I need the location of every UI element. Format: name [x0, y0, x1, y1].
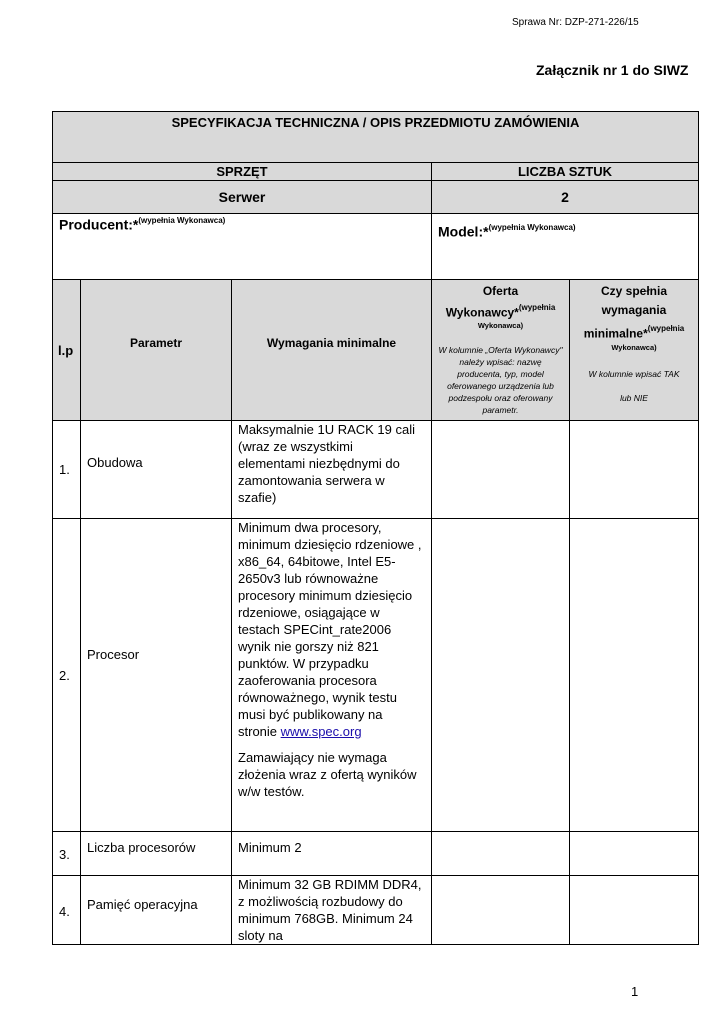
row-2-offer-cell[interactable]	[431, 518, 570, 832]
meets-sup-2: Wykonawca)	[611, 343, 657, 353]
lp-header-cell	[52, 279, 81, 421]
row-1-meets-cell[interactable]	[569, 420, 699, 519]
row-2-req-cell	[231, 518, 432, 832]
row-2-req-2: Zamawiający nie wymaga złożenia wraz z ofertą wyników w/w testów.	[238, 750, 417, 799]
model-label: Model:*	[438, 223, 489, 240]
producer-note: (wypełnia Wykonawca)	[138, 216, 226, 225]
quantity-header-cell	[431, 162, 699, 181]
row-4-meets-cell[interactable]	[569, 875, 699, 945]
row-4-lp-cell	[52, 875, 81, 945]
row-2-lp: 2.	[59, 668, 70, 683]
equipment-header-cell	[52, 162, 432, 181]
equipment-cell	[52, 180, 432, 214]
offer-sup-2: Wykonawca)	[477, 321, 524, 331]
quantity-header: LICZBA SZTUK	[517, 164, 613, 179]
row-3-lp-cell	[52, 831, 81, 876]
page-number: 1	[631, 984, 639, 999]
model-cell[interactable]	[431, 213, 699, 280]
row-1-lp-cell	[52, 420, 81, 519]
meets-sup: (wypełnia	[647, 324, 685, 333]
offer-note: W kolumnie „Oferta Wykonawcy" należy wpisać: nazwę producenta, typ, model oferowanego urządzenia lub podzespołu oraz oferowany parametr.	[438, 345, 563, 416]
spec-title-cell	[52, 111, 699, 163]
row-4-offer-cell[interactable]	[431, 875, 570, 945]
row-3-param: Liczba procesorów	[87, 840, 196, 855]
row-2-param-cell	[80, 518, 232, 832]
row-3-offer-cell[interactable]	[431, 831, 570, 876]
row-1-lp: 1.	[59, 462, 70, 477]
model-note: (wypełnia Wykonawca)	[488, 223, 576, 232]
row-2-req: Minimum dwa procesory, minimum dziesięcio rdzeniowe , x86_64, 64bitowe, Intel E5-2650v3 lub równoważne procesory minimum dziesięcio rdzeniowe, osiągające w testach SPECint_rate2006 wynik nie gorszy niż 821 punktów. W przypadku zaoferowania procesora równoważnego, wynik testu musi być publikowany na stronie	[238, 520, 422, 739]
producer-cell[interactable]	[52, 213, 432, 280]
meets-title-1: Czy spełnia	[600, 284, 668, 298]
lp-header: l.p	[58, 342, 74, 358]
offer-title-1: Oferta	[482, 284, 519, 298]
row-4-req-cell	[231, 875, 432, 945]
spec-org-link[interactable]: www.spec.org	[280, 724, 362, 739]
equipment-value: Serwer	[218, 189, 266, 205]
meets-note-1: W kolumnie wpisać TAK	[588, 369, 680, 380]
row-4-param-cell	[80, 875, 232, 945]
row-3-lp: 3.	[59, 847, 70, 862]
row-1-param: Obudowa	[87, 455, 143, 470]
quantity-cell	[431, 180, 699, 214]
attachment-title: Załącznik nr 1 do SIWZ	[536, 62, 689, 78]
row-1-param-cell	[80, 420, 232, 519]
row-4-param: Pamięć operacyjna	[87, 897, 198, 912]
row-2-lp-cell	[52, 518, 81, 832]
row-3-meets-cell[interactable]	[569, 831, 699, 876]
row-3-req: Minimum 2	[238, 840, 302, 855]
param-header-cell	[80, 279, 232, 421]
meets-header-cell	[569, 279, 699, 421]
meets-title-3: minimalne*	[583, 326, 648, 341]
row-1-req: Maksymalnie 1U RACK 19 cali (wraz ze wszystkimi elementami niezbędnymi do zamontowania serwera w szafie)	[238, 422, 416, 505]
spec-title: SPECYFIKACJA TECHNICZNA / OPIS PRZEDMIOTU ZAMÓWIENIA	[171, 115, 580, 130]
offer-title-2: Wykonawcy*	[445, 305, 519, 320]
quantity-value: 2	[561, 189, 569, 205]
row-1-offer-cell[interactable]	[431, 420, 570, 519]
row-1-req-cell	[231, 420, 432, 519]
offer-header-cell	[431, 279, 570, 421]
meets-title-2: wymagania	[601, 303, 667, 317]
param-header: Parametr	[129, 336, 183, 350]
row-4-lp: 4.	[59, 904, 70, 919]
offer-sup: (wypełnia	[518, 303, 556, 312]
case-number: Sprawa Nr: DZP-271-226/15	[512, 17, 639, 28]
equipment-header: SPRZĘT	[216, 164, 268, 179]
row-4-req: Minimum 32 GB RDIMM DDR4, z możliwością rozbudowy do minimum 768GB. Minimum 24 sloty na	[238, 877, 422, 943]
meets-note-2: lub NIE	[620, 393, 648, 404]
row-2-param: Procesor	[87, 647, 140, 662]
row-2-meets-cell[interactable]	[569, 518, 699, 832]
req-header-cell	[231, 279, 432, 421]
producer-label: Producent:*	[59, 216, 139, 233]
row-3-req-cell	[231, 831, 432, 876]
req-header: Wymagania minimalne	[266, 336, 397, 350]
row-3-param-cell	[80, 831, 232, 876]
